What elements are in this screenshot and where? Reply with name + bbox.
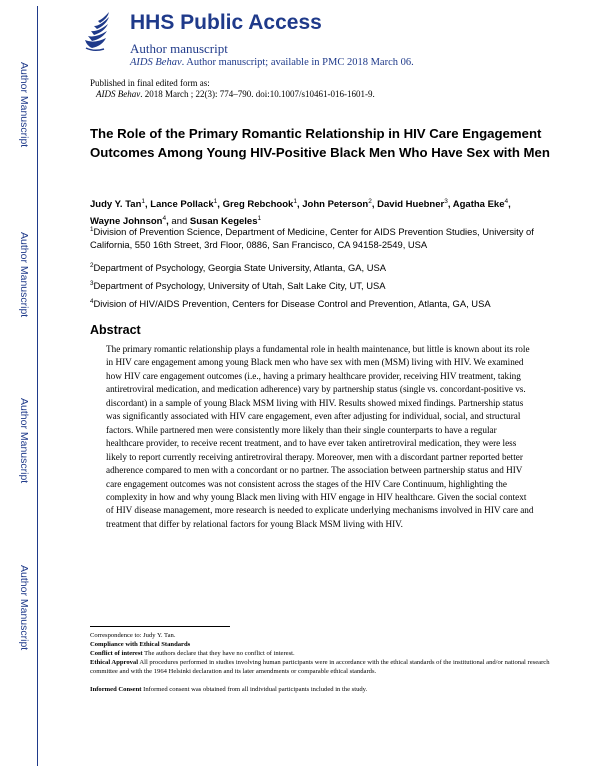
author: Greg Rebchook$^1$ [222, 198, 297, 211]
availability-line [130, 57, 414, 68]
affiliation: $^4$Division of HIV/AIDS Prevention, Centers for Disease Control and Prevention, Atlanta, GA, USA [90, 298, 491, 310]
manuscript-type: Author manuscript [130, 41, 228, 56]
sidebar-label-1: Author Manuscript [18, 62, 30, 148]
ethical-approval-note: Ethical Approval All procedures performed in studies involving human participants were in accordance with the ethical standards of the institutional and/or national research committee and with the 1964 Helsinki declaration and its later amendments or comparable ethical standards. [90, 659, 550, 675]
author: Susan Kegeles$^1$ [189, 214, 262, 227]
article-title: The Role of the Primary Romantic Relationship in HIV Care Engagement Outcomes Among Young HIV-Positive Black Men Who Have Sex with Men [90, 126, 550, 160]
availability-text: . Author manuscript; available in PMC 2018 March 06. [181, 57, 414, 68]
informed-consent-note: Informed Consent Informed consent was obtained from all individual participants included in the study. [90, 686, 368, 693]
footnote-divider [90, 626, 230, 627]
sidebar-label-4: Author Manuscript [18, 565, 30, 651]
hhs-eagle-logo-icon [82, 10, 112, 54]
affiliation: $^3$Department of Psychology, University of Utah, Salt Lake City, UT, USA [90, 280, 386, 292]
author: Agatha Eke$^4$ [452, 198, 509, 211]
conflict-note: Conflict of interest The authors declare that they have no conflict of interest. [90, 650, 295, 657]
author: Lance Pollack$^1$ [150, 198, 218, 211]
author-list: Judy Y. Tan$^1$, Lance Pollack$^1$, Greg Rebchook$^1$, John Peterson$^2$, David Huebner$^3$, Agatha Eke$^4$, Wayne Johnson$^4$, and Susan Kegeles$^1$ [90, 198, 511, 227]
citation-text: . 2018 March ; 22(3): 774–790. doi:10.1007/s10461-016-1601-9. [140, 89, 375, 99]
citation-journal: AIDS Behav [96, 89, 141, 99]
affiliation: $^1$Division of Prevention Science, Department of Medicine, Center for AIDS Prevention Studies, University of California, 550 16th Street, 3rd Floor, 0886, San Francisco, CA 94158-2549, USA [90, 226, 534, 251]
abstract-body: The primary romantic relationship plays a fundamental role in health maintenance, but little is known about its role in HIV care engagement among young Black men who have sex with men (MSM) living with HIV. We examined how HIV care engagement outcomes (i.e., having a primary healthcare provider, receiving HIV treatment, taking antiretroviral medication, and medication adherence) vary by partnership status (single vs. concordant-positive vs. discordant) in a sample of young Black MSM living with HIV. Results showed mixed findings. Partnership status was significantly associated with HIV care engagement, even after adjusting for individual, social, and structural factors. While partnered men were consistently more likely than their single counterparts to have a regular healthcare provider, to receive recent treatment, and to have ever taken antiretroviral medication, they were less likely to report currently receiving antiretroviral therapy. Moreover, men with a discordant partner reported better adherence compared to men with a concordant or no partner. The association between partnership status and HIV care engagement outcomes was not consistent across the stages of the HIV Care Continuum, highlighting the complexity in how and why young Black men living with HIV engage in HIV healthcare. Given the social context of HIV disease management, more research is needed to explicate underlying mechanisms involved in HIV care and treatment that differ by relational factors for young Black MSM living with HIV. [106, 344, 534, 529]
sidebar-label-3: Author Manuscript [18, 398, 30, 484]
compliance-heading: Compliance with Ethical Standards [90, 641, 191, 648]
journal-name: AIDS Behav [130, 57, 182, 68]
sidebar-label-2: Author Manuscript [18, 232, 30, 318]
author: Judy Y. Tan$^1$ [90, 198, 146, 211]
hhs-title: HHS Public Access [130, 11, 322, 34]
author: John Peterson$^2$ [302, 198, 372, 211]
citation-line [96, 89, 375, 99]
author: David Huebner$^3$ [377, 198, 448, 211]
published-label: Published in final edited form as: [90, 78, 210, 88]
author-conjunction: and [171, 215, 188, 227]
abstract-heading: Abstract [90, 323, 141, 337]
correspondence-note: Correspondence to: Judy Y. Tan. [90, 632, 176, 639]
sidebar-divider [37, 6, 38, 766]
author: Wayne Johnson$^4$ [90, 214, 167, 227]
affiliation: $^2$Department of Psychology, Georgia State University, Atlanta, GA, USA [90, 262, 387, 274]
